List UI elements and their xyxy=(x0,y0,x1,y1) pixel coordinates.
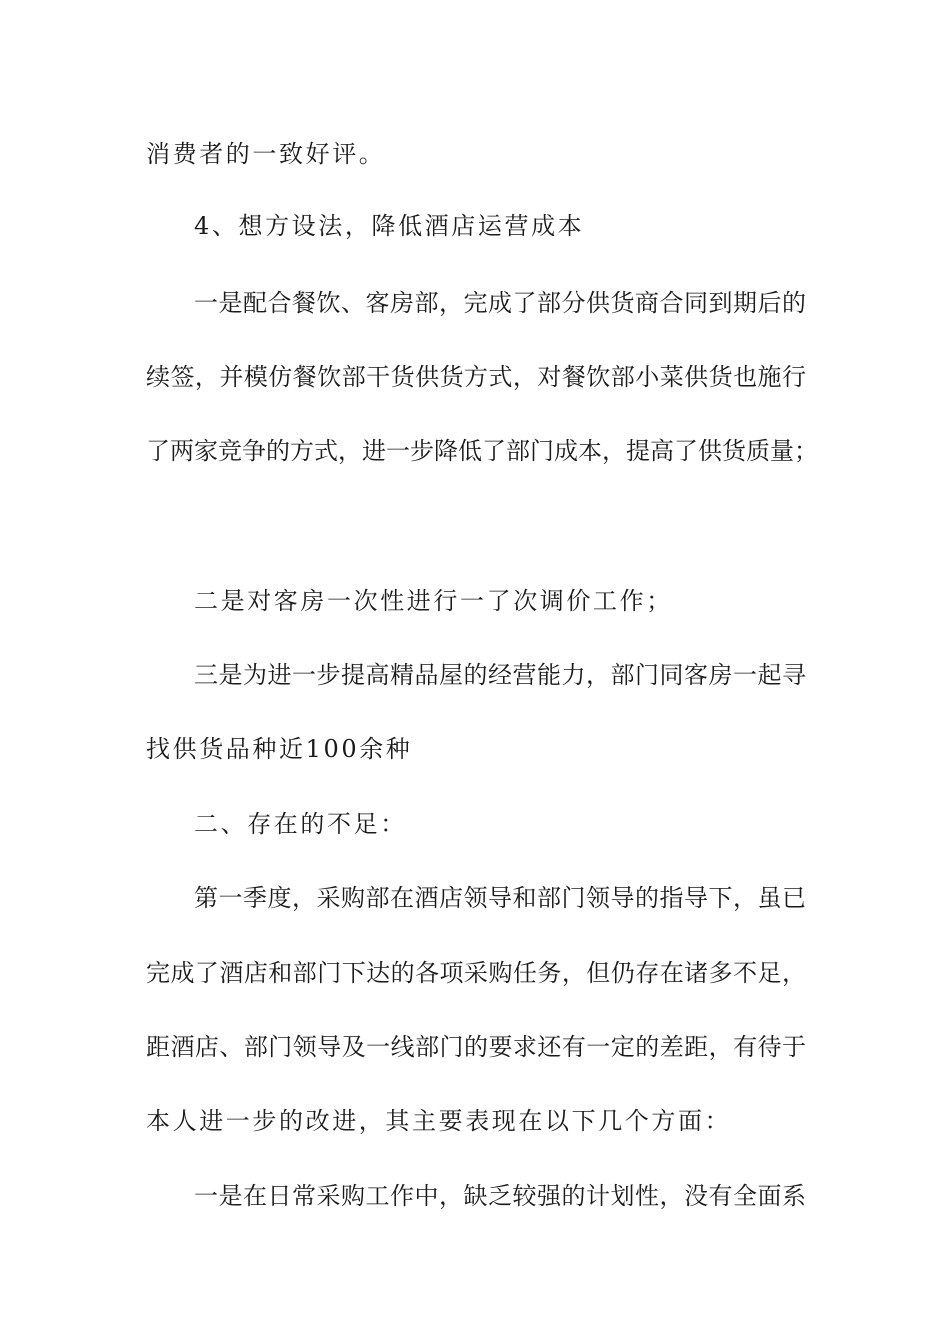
paragraph-line: 完成了酒店和部门下达的各项采购任务，但仍存在诸多不足， xyxy=(146,959,806,987)
section-heading: 二、存在的不足： xyxy=(194,810,407,838)
paragraph-line: 第一季度，采购部在酒店领导和部门领导的指导下，虽已 xyxy=(194,884,806,912)
paragraph-line: 本人进一步的改进，其主要表现在以下几个方面： xyxy=(146,1107,732,1135)
paragraph-line: 距酒店、部门领导及一线部门的要求还有一定的差距，有待于 xyxy=(146,1033,806,1061)
paragraph-line: 续签，并模仿餐饮部干货供货方式，对餐饮部小菜供货也施行 xyxy=(146,363,806,391)
paragraph-line: 一是在日常采购工作中，缺乏较强的计划性，没有全面系 xyxy=(194,1182,806,1210)
paragraph-line: 一是配合餐饮、客房部，完成了部分供货商合同到期后的 xyxy=(194,289,806,317)
paragraph-line: 三是为进一步提高精品屋的经营能力，部门同客房一起寻 xyxy=(194,661,806,689)
paragraph-line: 二是对客房一次性进行一了次调价工作； xyxy=(194,587,673,615)
paragraph-line: 消费者的一致好评。 xyxy=(146,140,386,168)
paragraph-line: 了两家竞争的方式，进一步降低了部门成本，提高了供货质量； xyxy=(146,437,818,465)
paragraph-line: 找供货品种近100余种 xyxy=(146,735,413,763)
section-heading: 4、想方设法，降低酒店运营成本 xyxy=(194,212,585,240)
